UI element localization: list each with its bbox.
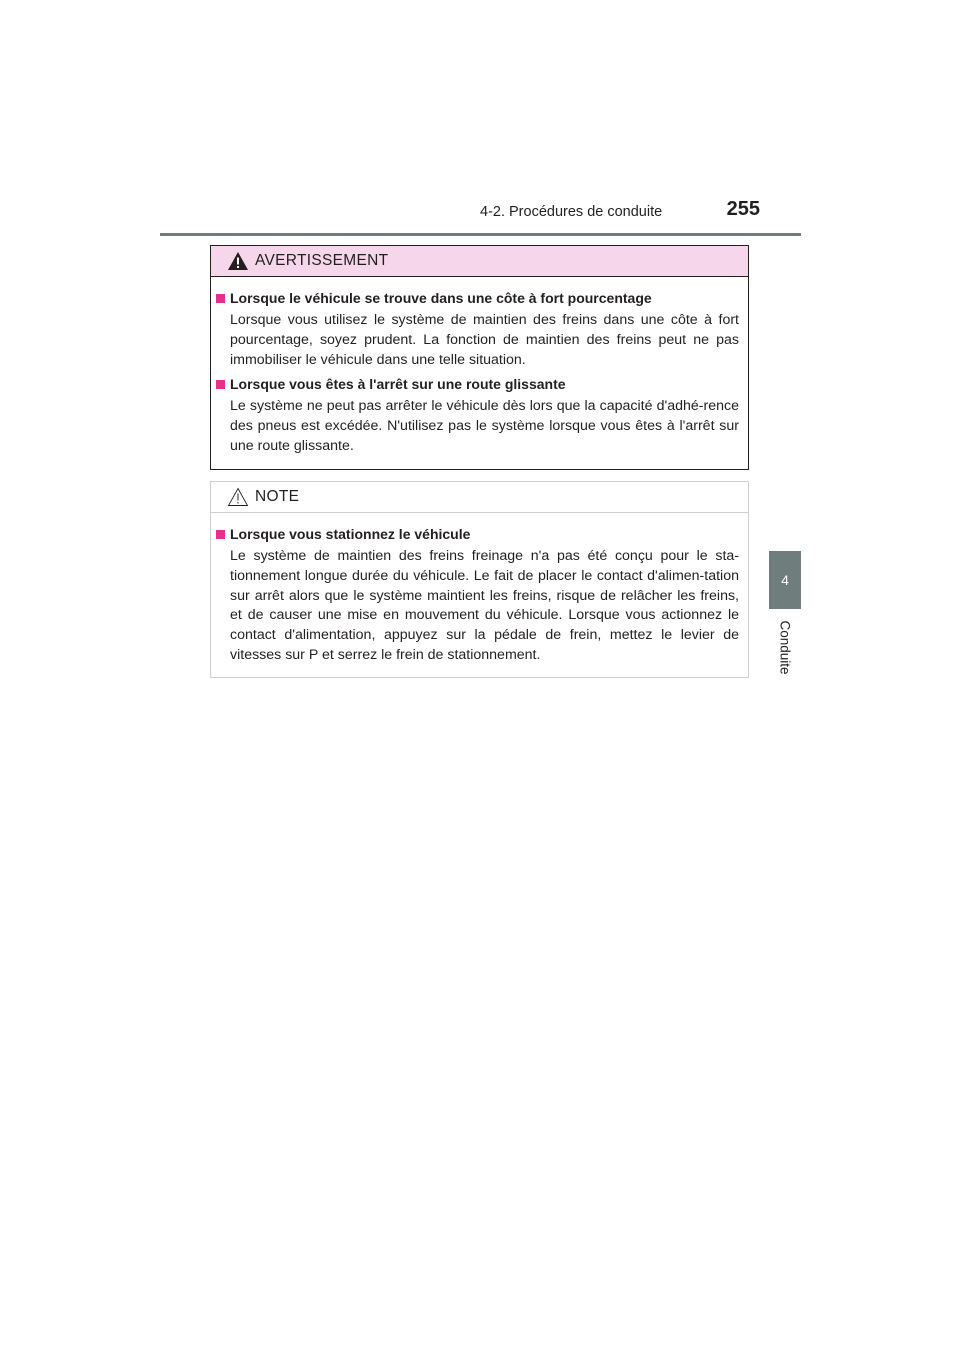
- note-title: NOTE: [255, 488, 300, 505]
- note-item-heading-text: Lorsque vous stationnez le véhicule: [230, 526, 471, 542]
- note-item-heading: [216, 525, 739, 544]
- square-bullet-icon: [216, 380, 225, 389]
- warning-triangle-icon: [227, 251, 249, 271]
- running-header-section: 4-2. Procédures de conduite: [480, 204, 663, 220]
- note-body: [211, 513, 748, 666]
- warning-header: [211, 246, 748, 277]
- square-bullet-icon: [216, 530, 225, 539]
- warning-item-heading-text: Lorsque le véhicule se trouve dans une côte à fort pourcentage: [230, 290, 652, 306]
- outline-triangle-icon: [227, 487, 249, 507]
- square-bullet-icon: [216, 294, 225, 303]
- header-rule: [160, 233, 801, 236]
- warning-title: AVERTISSEMENT: [255, 252, 389, 269]
- warning-item-heading-text: Lorsque vous êtes à l'arrêt sur une route glissante: [230, 376, 566, 393]
- warning-item-text: Lorsque vous utilisez le système de maintien des freins dans une côte à fort pourcentage, soyez prudent. La fonction de maintien des freins peut ne pas immobiliser le véhicule dans une telle situation.: [230, 312, 739, 368]
- page-number: 255: [726, 198, 760, 220]
- chapter-label: Conduite: [777, 619, 793, 675]
- note-header: [211, 482, 748, 513]
- warning-body: [211, 277, 748, 457]
- note-box: [210, 481, 749, 678]
- chapter-label-container: [769, 617, 801, 677]
- note-item: [216, 525, 739, 666]
- note-item-text: Le système de maintien des freins freinage n'a pas été conçu pour le sta-tionnement longue durée du véhicule. Le fait de placer le contact d'alimen-tation sur arrêt alors que le système maintient les freins, risque de relâcher les freins, et de causer une mise en mouvement du véhicule. Lorsque vous actionnez le contact d'alimentation, appuyez sur la pédale de frein, mettez le levier de vitesses sur P et serrez le frein de stationnement.: [230, 548, 739, 663]
- chapter-tab[interactable]: [769, 551, 801, 609]
- warning-item: [216, 375, 739, 456]
- warning-item-text: Le système ne peut pas arrêter le véhicule dès lors que la capacité d'adhé-rence des pneus est excédée. N'utilisez pas le système lorsque vous êtes à l'arrêt sur une route glissante.: [230, 398, 739, 454]
- warning-item-heading: [216, 289, 739, 308]
- warning-box: [210, 245, 749, 470]
- chapter-number: 4: [781, 572, 789, 588]
- warning-item-heading: [216, 375, 739, 394]
- warning-item: [216, 289, 739, 370]
